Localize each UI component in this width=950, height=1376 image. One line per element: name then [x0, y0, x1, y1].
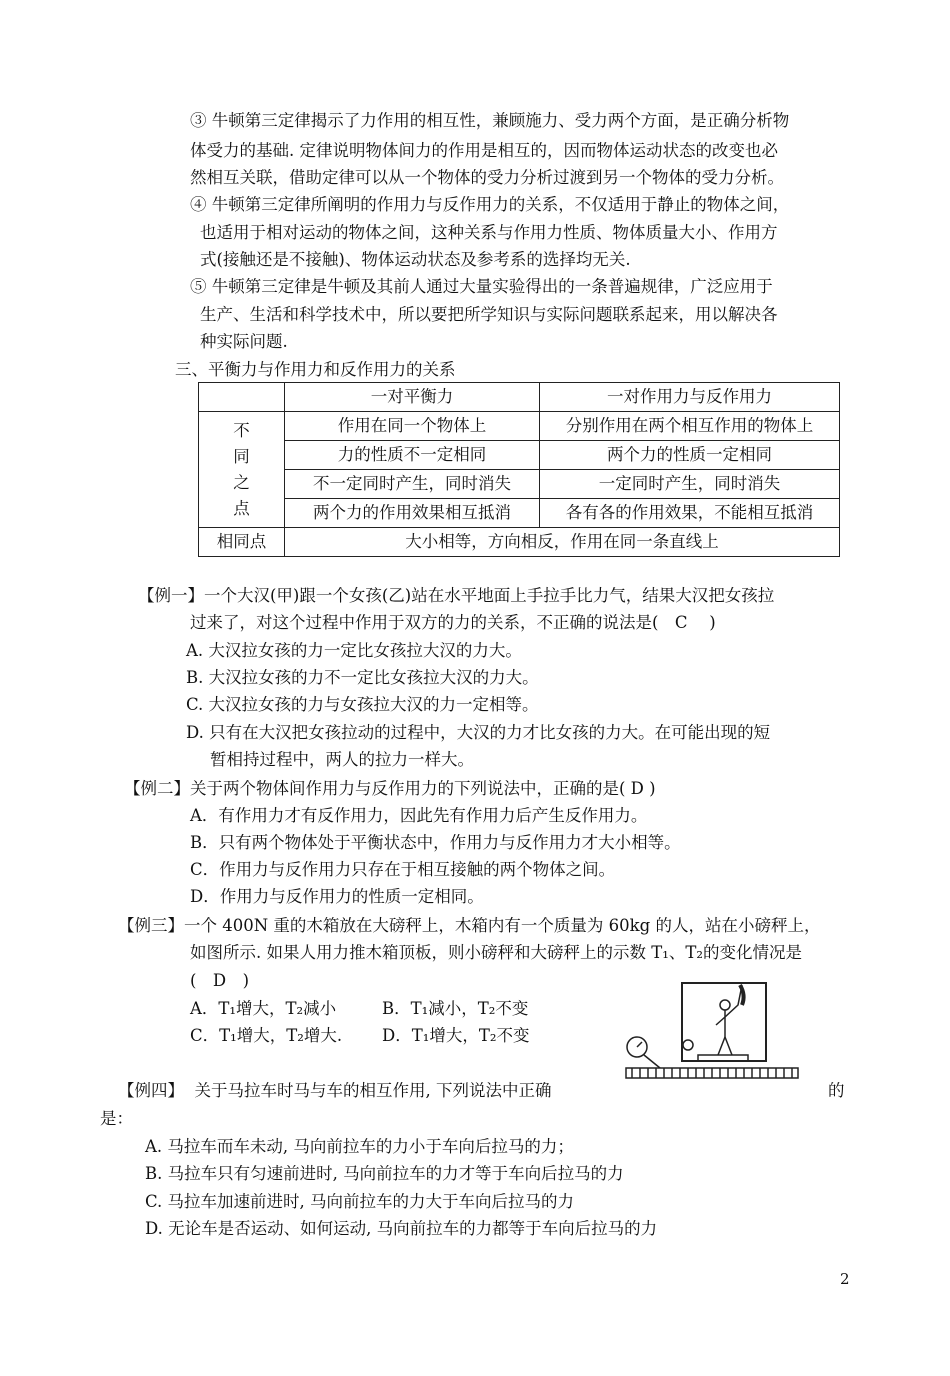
table-cell: 作用在同一个物体上 — [285, 412, 540, 441]
example-1-question-part2: 过来了，对这个过程中作用于双方的力的关系，不正确的说法是( C ) — [190, 613, 716, 632]
example-2-option-c: C．作用力与反作用力只存在于相互接触的两个物体之间。 — [190, 860, 616, 879]
table-cell: 一定同时产生，同时消失 — [540, 470, 840, 499]
example-4-option-c: C. 马拉车加速前进时, 马向前拉车的力大于车向后拉马的力 — [145, 1192, 575, 1211]
example-4-question-end: 的 — [828, 1081, 845, 1100]
example-3-option-b: B．T₁减小，T₂不变 — [382, 999, 529, 1018]
example-2-option-a: A．有作用力才有反作用力，因此先有作用力后产生反作用力。 — [190, 806, 648, 825]
example-3-label: 【例三】 — [118, 916, 184, 935]
example-1-option-a: A. 大汉拉女孩的力一定比女孩拉大汉的力大。 — [186, 641, 522, 660]
point-4-line3: 式(接触还是不接触)、物体运动状态及参考系的选择均无关. — [200, 250, 631, 269]
table-header-cell: 一对平衡力 — [285, 383, 540, 412]
small-scale-dial — [683, 1040, 693, 1050]
table-cell: 力的性质不一定相同 — [285, 441, 540, 470]
page-number: 2 — [840, 1270, 850, 1288]
same-text-cell: 大小相等，方向相反，作用在同一条直线上 — [285, 528, 840, 557]
person-head — [720, 1000, 730, 1010]
table-header-row — [199, 383, 840, 412]
table-row — [199, 412, 840, 441]
example-3-line1 — [118, 913, 820, 939]
example-1-question-part1: 一个大汉(甲)跟一个女孩(乙)站在水平地面上手拉手比力气，结果大汉把女孩拉 — [204, 586, 775, 605]
table-cell: 各有各的作用效果，不能相互抵消 — [540, 499, 840, 528]
example-1-option-d: D. 只有在大汉把女孩拉动的过程中，大汉的力才比女孩的力大。在可能出现的短 — [186, 723, 771, 742]
point-4-line2: 也适用于相对运动的物体之间，这种关系与作用力性质、物体质量大小、作用方 — [200, 223, 778, 242]
ground-hatching — [632, 1068, 792, 1078]
example-3-question-part2: 如图所示. 如果人用力推木箱顶板，则小磅秤和大磅秤上的示数 T₁、T₂的变化情况是 — [190, 943, 802, 962]
scale-box-figure — [620, 975, 800, 1085]
example-4-option-b: B. 马拉车只有匀速前进时, 马向前拉车的力才等于车向后拉马的力 — [145, 1164, 624, 1183]
point-5-line3: 种实际问题. — [200, 332, 288, 351]
example-3-option-c: C．T₁增大，T₂增大. — [190, 1026, 343, 1045]
example-1-label: 【例一】 — [138, 586, 204, 605]
wooden-box — [682, 983, 766, 1061]
example-3-option-d: D．T₁增大，T₂不变 — [382, 1026, 530, 1045]
same-label-cell: 相同点 — [199, 528, 285, 557]
point-5-line1: ⑤ 牛顿第三定律是牛顿及其前人通过大量实验得出的一条普遍规律，广泛应用于 — [190, 277, 773, 296]
table-cell: 两个力的性质一定相同 — [540, 441, 840, 470]
example-1-option-d-cont: 暂相持过程中，两人的拉力一样大。 — [210, 750, 474, 769]
table-corner-cell — [199, 383, 285, 412]
table-row — [199, 499, 840, 528]
diff-label-cell — [199, 412, 285, 528]
point-3-line2: 体受力的基础. 定律说明物体间力的作用是相互的，因而物体运动状态的改变也必 — [190, 141, 778, 160]
diff-label-char: 之 — [233, 472, 250, 492]
example-4-label: 【例四】 — [118, 1081, 184, 1100]
diff-label-char: 点 — [233, 498, 250, 518]
section-title: 三、平衡力与作用力和反作用力的关系 — [175, 360, 456, 379]
comparison-table — [198, 382, 840, 557]
point-5-line2: 生产、生活和科学技术中，所以要把所学知识与实际问题联系起来，用以解决各 — [200, 305, 778, 324]
example-3-question-part1: 一个 400N 重的木箱放在大磅秤上，木箱内有一个质量为 60kg 的人，站在小磅秤上， — [184, 916, 821, 935]
example-2-label: 【例二】 — [124, 779, 190, 798]
point-4-line1: ④ 牛顿第三定律所阐明的作用力与反作用力的关系，不仅适用于静止的物体之间， — [190, 195, 790, 214]
example-1-line1 — [138, 583, 774, 609]
example-2-option-b: B．只有两个物体处于平衡状态中，作用力与反作用力才大小相等。 — [190, 833, 681, 852]
table-cell: 两个力的作用效果相互抵消 — [285, 499, 540, 528]
example-2-question: 关于两个物体间作用力与反作用力的下列说法中，正确的是( D ) — [190, 779, 656, 798]
example-1-option-c: C. 大汉拉女孩的力与女孩拉大汉的力一定相等。 — [186, 695, 539, 714]
table-cell: 分别作用在两个相互作用的物体上 — [540, 412, 840, 441]
example-4-question: 关于马拉车时马与车的相互作用, 下列说法中正确 — [194, 1081, 552, 1100]
example-3-answer: ( D ) — [190, 971, 250, 990]
table-row-same — [199, 528, 840, 557]
example-4-option-d: D. 无论车是否运动、如何运动, 马向前拉车的力都等于车向后拉马的力 — [145, 1219, 658, 1238]
example-3-option-a: A．T₁增大，T₂减小 — [190, 999, 337, 1018]
example-4-line1 — [118, 1078, 552, 1104]
example-1-option-b: B. 大汉拉女孩的力不一定比女孩拉大汉的力大。 — [186, 668, 539, 687]
diff-label-char: 同 — [233, 446, 250, 466]
point-3-line3: 然相互关联，借助定律可以从一个物体的受力分析过渡到另一个物体的受力分析。 — [190, 168, 784, 187]
example-4-option-a: A. 马拉车而车未动, 马向前拉车的力小于车向后拉马的力； — [145, 1137, 574, 1156]
table-row — [199, 470, 840, 499]
example-2-line1 — [124, 776, 656, 802]
table-header-cell: 一对作用力与反作用力 — [540, 383, 840, 412]
table-cell: 不一定同时产生，同时消失 — [285, 470, 540, 499]
table-row — [199, 441, 840, 470]
diff-label-char: 不 — [233, 420, 250, 440]
point-3-line1: ③ 牛顿第三定律揭示了力作用的相互性，兼顾施力、受力两个方面，是正确分析物 — [190, 111, 790, 130]
example-2-option-d: D．作用力与反作用力的性质一定相同。 — [190, 887, 484, 906]
example-4-question-cont: 是： — [100, 1109, 133, 1128]
